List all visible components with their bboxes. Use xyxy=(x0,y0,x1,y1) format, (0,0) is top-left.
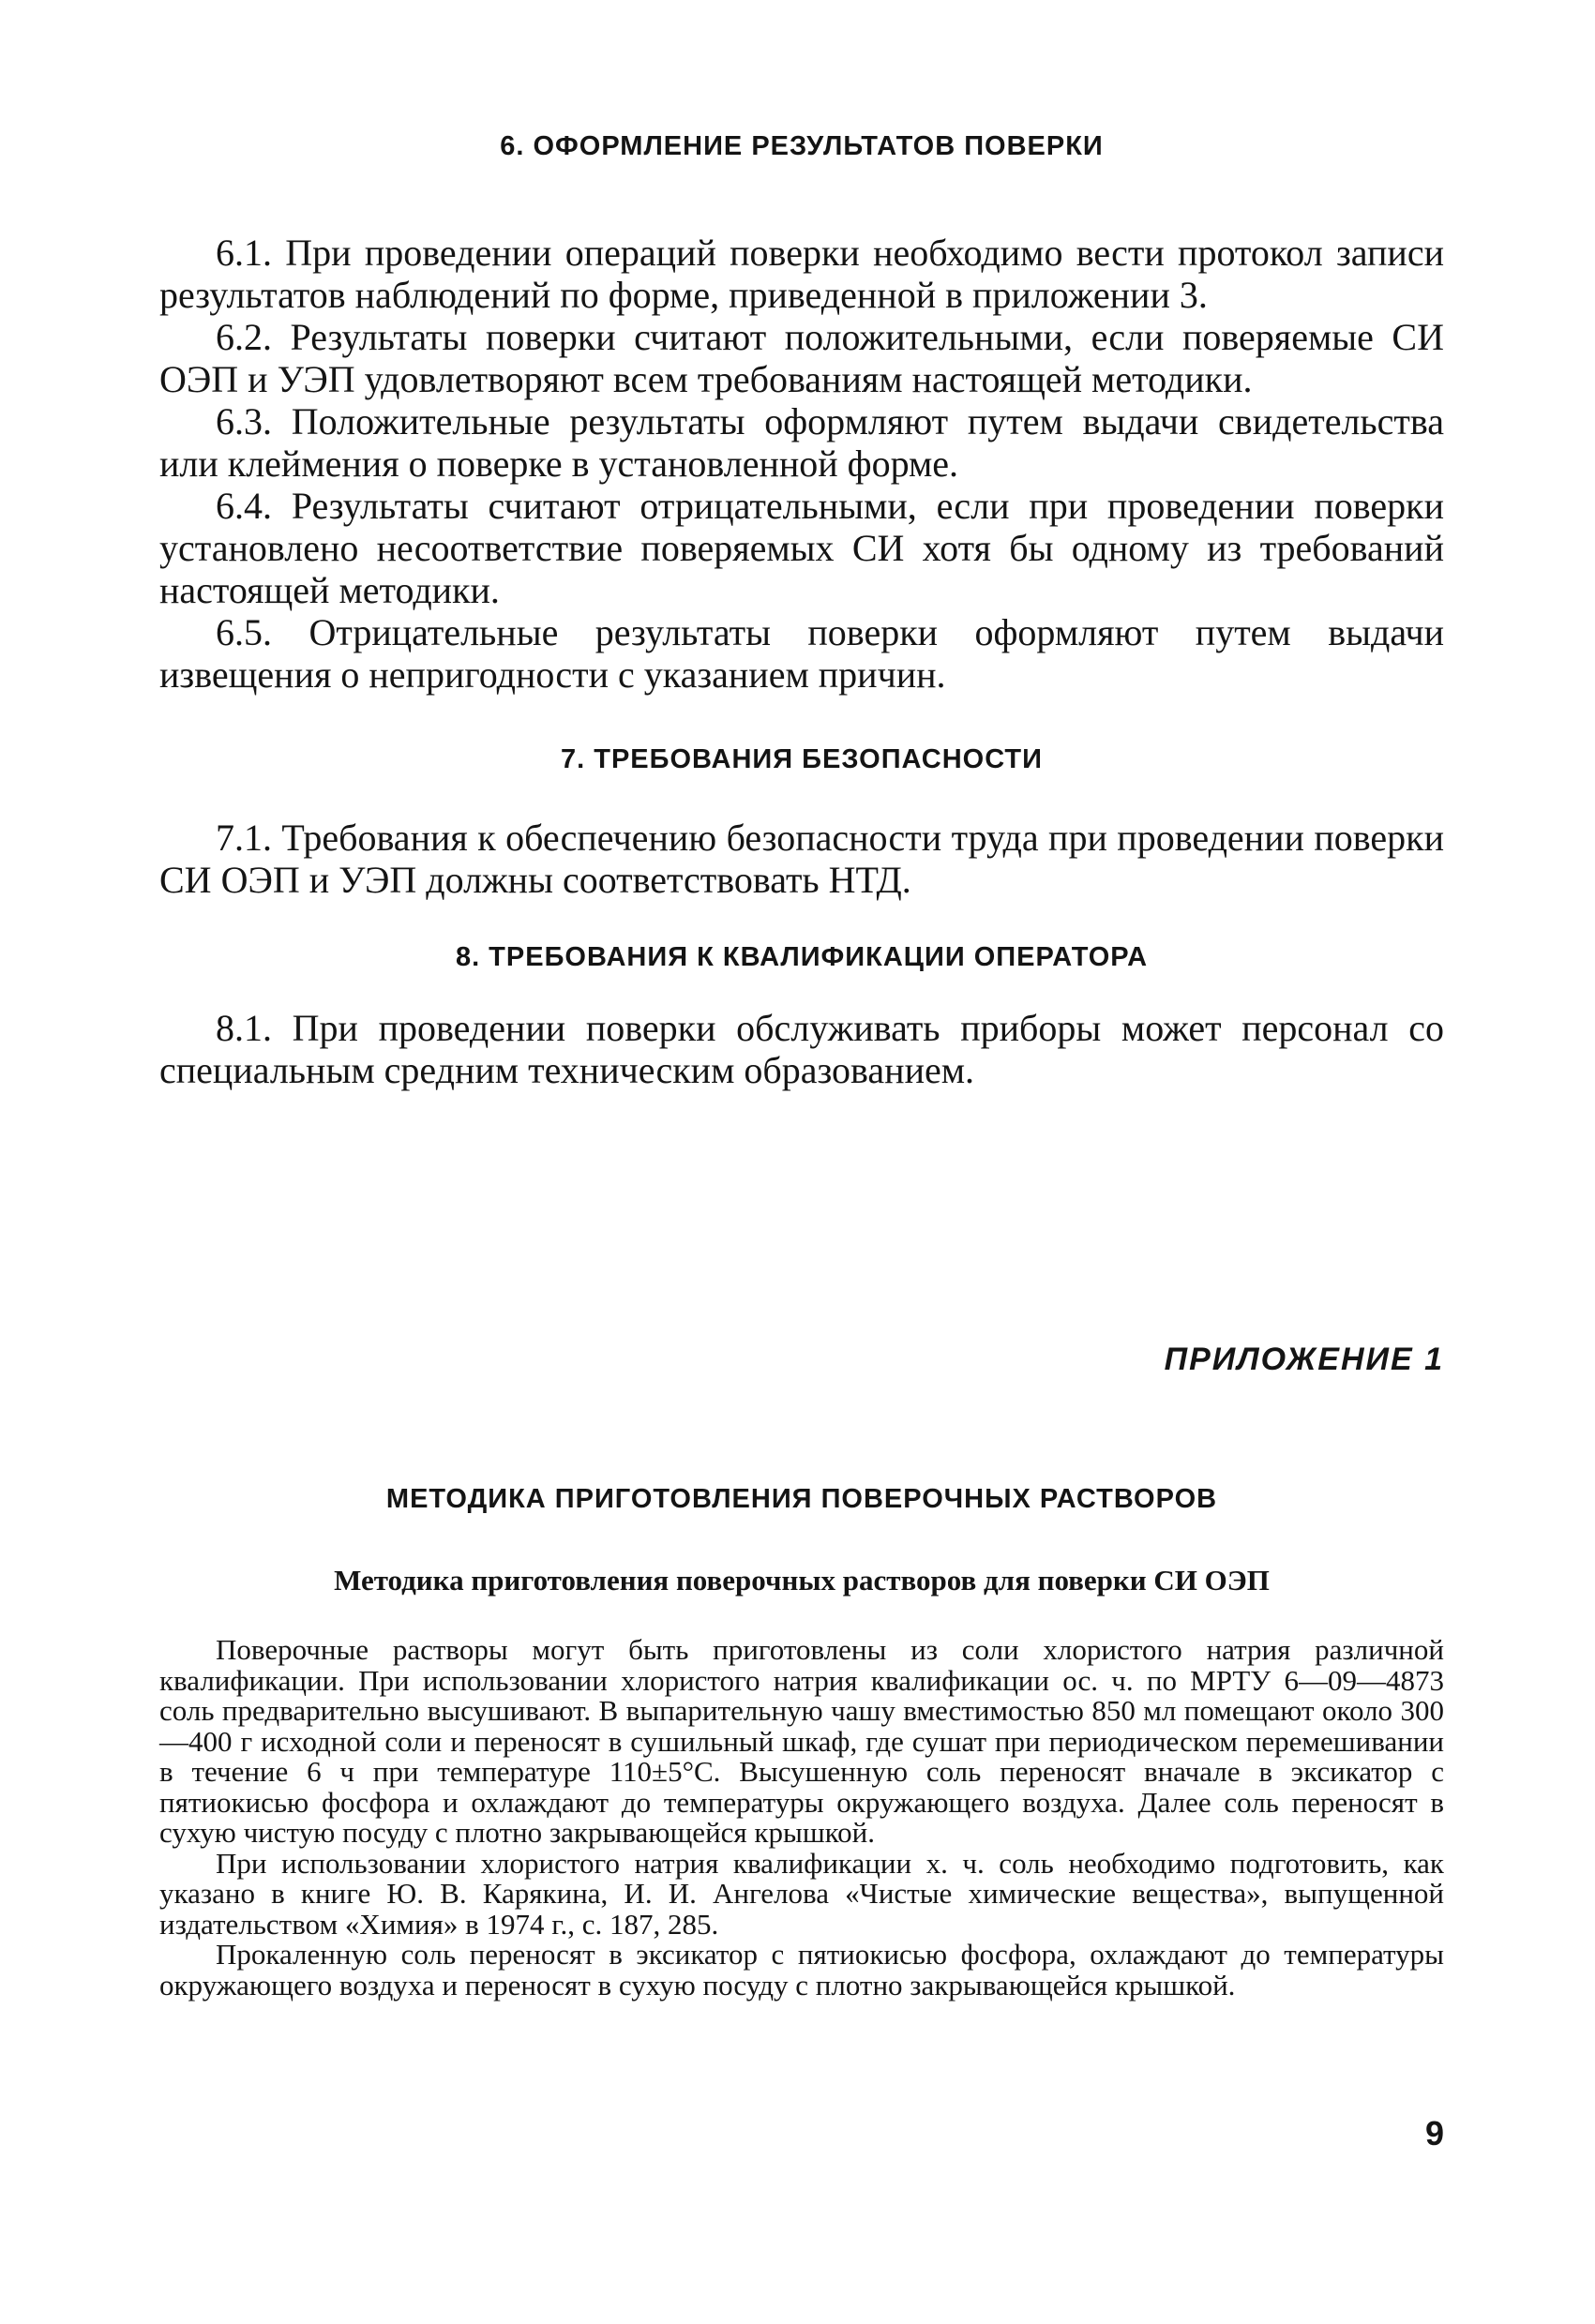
appendix-body xyxy=(159,1635,1444,2001)
section-7-body xyxy=(159,817,1444,901)
appendix-subtitle: Методика приготовления поверочных растворов для поверки СИ ОЭП xyxy=(334,1564,1270,1597)
appendix-title: МЕТОДИКА ПРИГОТОВЛЕНИЯ ПОВЕРОЧНЫХ РАСТВОРОВ xyxy=(385,1484,1218,1514)
appendix-paragraph-3: Прокаленную соль переносят в эксикатор с пятиокисью фосфора, охлаждают до температуры окружающего воздуха и переносят в сухую посуду с плотно закрывающейся крышкой. xyxy=(159,1938,1444,2002)
section-6-body xyxy=(159,232,1444,696)
paragraph-8-1: 8.1. При проведении поверки обслуживать приборы может персонал со специальным средним техническим образованием. xyxy=(159,1007,1444,1091)
section-6-heading: 6. ОФОРМЛЕНИЕ РЕЗУЛЬТАТОВ ПОВЕРКИ xyxy=(500,131,1104,161)
paragraph-6-4: 6.4. Результаты считают отрицательными, если при проведении поверки установлено несоответствие поверяемых СИ хотя бы одному из требований настоящей методики. xyxy=(159,485,1444,611)
paragraph-7-1: 7.1. Требования к обеспечению безопасности труда при проведении поверки СИ ОЭП и УЭП должны соответствовать НТД. xyxy=(159,817,1444,901)
paragraph-6-3: 6.3. Положительные результаты оформляют путем выдачи свидетельства или клеймения о поверке в установленной форме. xyxy=(159,400,1444,485)
section-7-heading: 7. ТРЕБОВАНИЯ БЕЗОПАСНОСТИ xyxy=(561,744,1043,774)
appendix-paragraph-2: При использовании хлористого натрия квалификации х. ч. соль необходимо подготовить, как указано в книге Ю. В. Карякина, И. И. Ангелова «Чистые химические вещества», выпущенной издательством «Химия» в 1974 г., с. 187, 285. xyxy=(159,1846,1444,1941)
main-text xyxy=(159,131,1444,1091)
page-number: 9 xyxy=(1424,2114,1444,2152)
paragraph-6-2: 6.2. Результаты поверки считают положительными, если поверяемые СИ ОЭП и УЭП удовлетворяют всем требованиям настоящей методики. xyxy=(159,316,1444,400)
section-8-heading: 8. ТРЕБОВАНИЯ К КВАЛИФИКАЦИИ ОПЕРАТОРА xyxy=(455,942,1149,972)
appendix-paragraph-1: Поверочные растворы могут быть приготовлены из соли хлористого натрия различной квалификации. При использовании хлористого натрия квалификации ос. ч. по МРТУ 6—09—4873 соль предварительно высушивают. В выпарительную чашу вместимостью 850 мл помещают около 300—400 г исходной соли и переносят в сушильный шкаф, где сушат при периодическом перемешивании в течение 6 ч при температуре 110±5°С. Высушенную соль переносят вначале в эксикатор с пятиокисью фосфора и охлаждают до температуры окружающего воздуха. Далее соль переносят в сухую чистую посуду с плотно закрывающейся крышкой. xyxy=(159,1633,1444,1849)
appendix-label: ПРИЛОЖЕНИЕ 1 xyxy=(1164,1342,1444,1377)
paragraph-6-5: 6.5. Отрицательные результаты поверки оформляют путем выдачи извещения о непригодности с указанием причин. xyxy=(159,611,1444,696)
paragraph-6-1: 6.1. При проведении операций поверки необходимо вести протокол записи результатов наблюдений по форме, приведенной в приложении 3. xyxy=(159,232,1444,316)
section-8-body xyxy=(159,1007,1444,1091)
